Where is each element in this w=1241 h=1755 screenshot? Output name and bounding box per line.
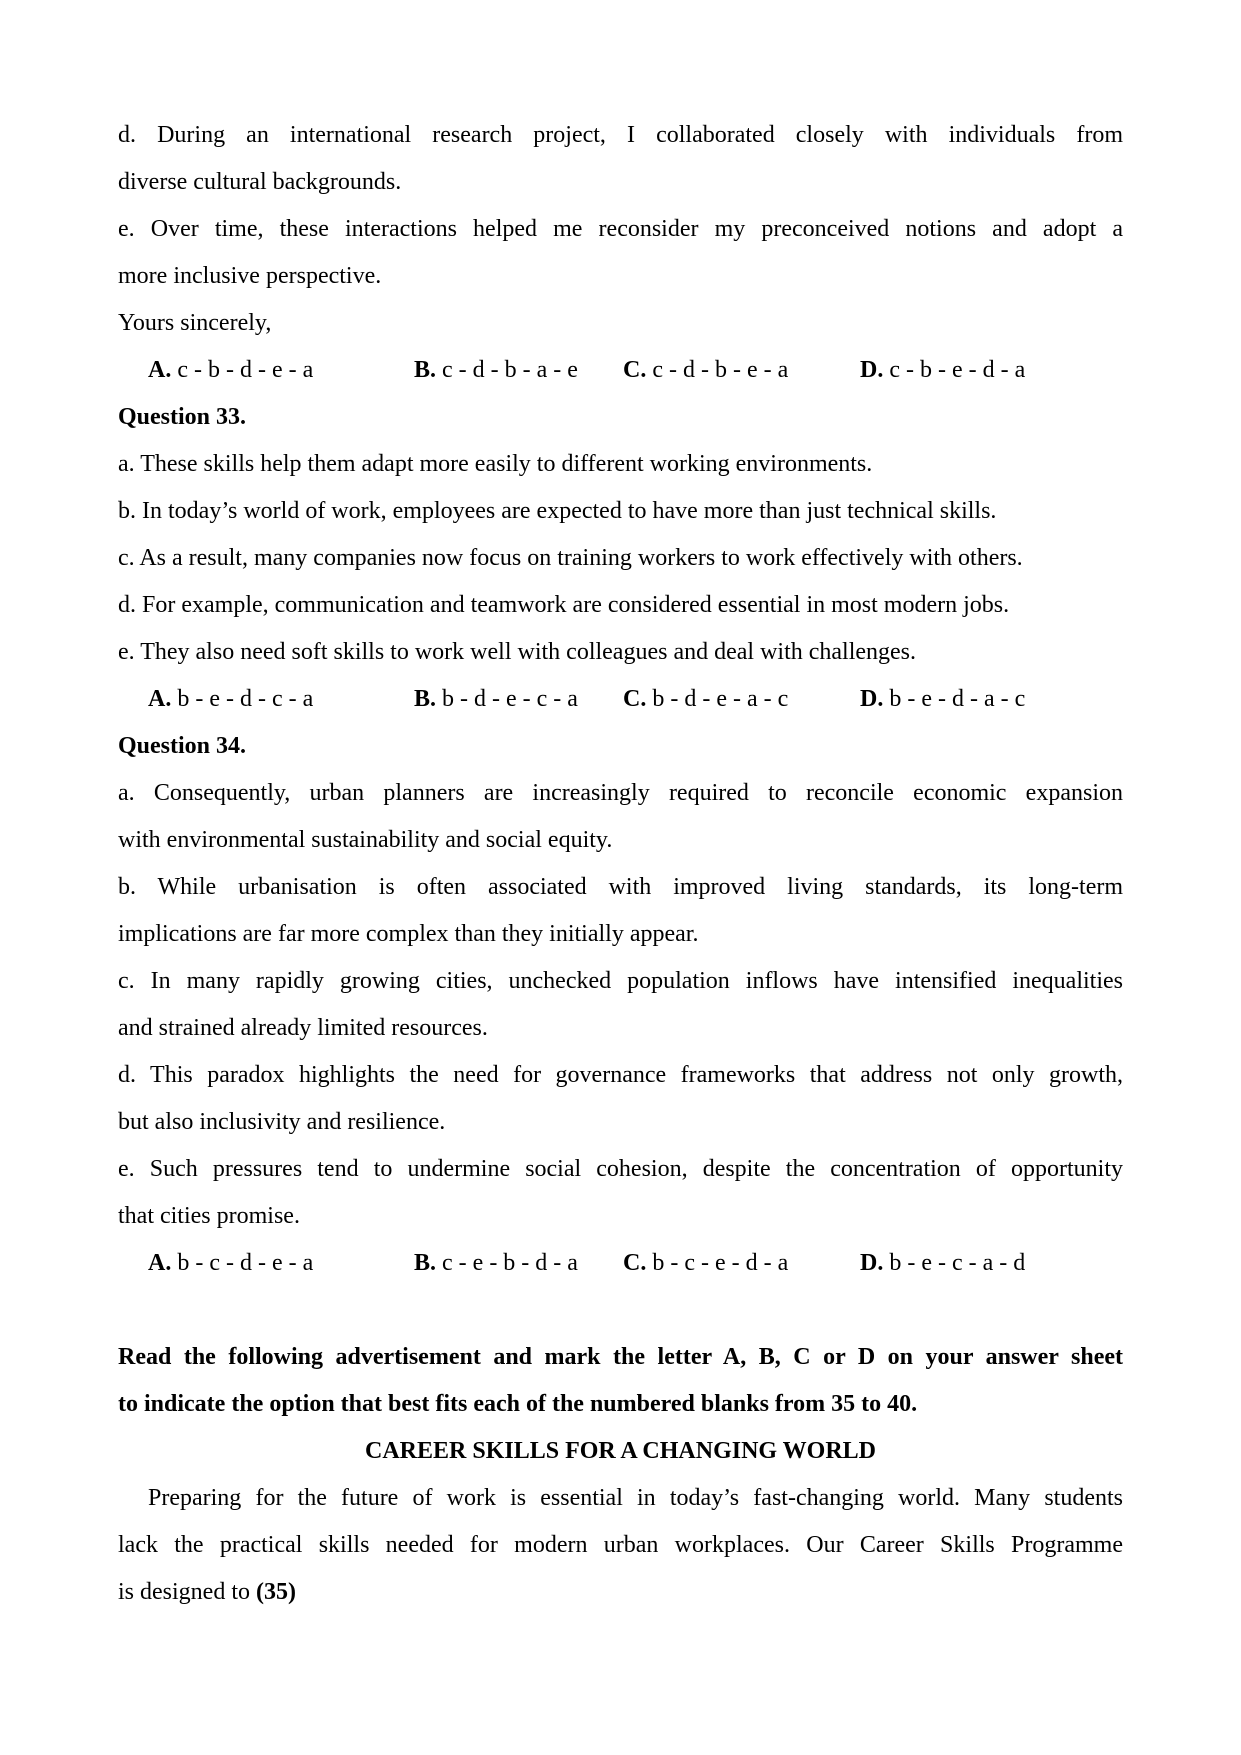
option-letter: B. <box>414 1250 437 1276</box>
q33-sentence-e: e. They also need soft skills to work well with colleagues and deal with challenges. <box>118 639 917 665</box>
q33-option-c[interactable] <box>623 676 788 723</box>
option-text: b - d - e - c - a <box>436 686 578 712</box>
option-letter: A. <box>148 357 172 383</box>
reading-instruction-line1: Read the following advertisement and mark the letter A, B, C or D on your answer sheet <box>118 1344 1123 1370</box>
option-letter: A. <box>148 1250 172 1276</box>
option-text: b - c - e - d - a <box>646 1250 789 1276</box>
option-letter: B. <box>414 357 437 383</box>
reading-instruction-line2: to indicate the option that best fits each of the numbered blanks from 35 to 40. <box>118 1391 918 1417</box>
q32-option-a[interactable] <box>148 347 313 394</box>
option-letter: D. <box>860 357 884 383</box>
q34-sentence-c-line2: and strained already limited resources. <box>118 1015 488 1041</box>
q32-sentence-d-line2: diverse cultural backgrounds. <box>118 169 402 195</box>
q33-option-a[interactable] <box>148 676 313 723</box>
q32-option-b[interactable] <box>414 347 578 394</box>
section-spacer <box>118 1287 1123 1334</box>
advertisement-title: CAREER SKILLS FOR A CHANGING WORLD <box>365 1438 876 1464</box>
q34-options <box>118 1240 1123 1287</box>
q34-sentence-d-line2: but also inclusivity and resilience. <box>118 1109 446 1135</box>
paragraph-text: is designed to <box>118 1579 256 1605</box>
exam-page <box>118 112 1123 1616</box>
q34-option-d[interactable] <box>860 1240 1025 1287</box>
q32-sentence-d-line1: d. During an international research project, I collaborated closely with individuals from <box>118 122 1123 148</box>
option-text: c - d - b - e - a <box>646 357 789 383</box>
q32-sentence-e-line2: more inclusive perspective. <box>118 263 382 289</box>
blank-35: (35) <box>256 1579 296 1605</box>
q33-sentence-b: b. In today’s world of work, employees are expected to have more than just technical skills. <box>118 498 997 524</box>
q33-options <box>118 676 1123 723</box>
q34-sentence-c-line1: c. In many rapidly growing cities, unchecked population inflows have intensified inequalities <box>118 968 1123 994</box>
option-letter: B. <box>414 686 437 712</box>
q32-option-d[interactable] <box>860 347 1025 394</box>
q33-sentence-d: d. For example, communication and teamwork are considered essential in most modern jobs. <box>118 592 1010 618</box>
q32-closing: Yours sincerely, <box>118 310 272 336</box>
option-text: b - d - e - a - c <box>646 686 789 712</box>
q34-sentence-a-line1: a. Consequently, urban planners are increasingly required to reconcile economic expansion <box>118 780 1123 806</box>
advertisement-paragraph-line3 <box>118 1569 1123 1616</box>
option-letter: A. <box>148 686 172 712</box>
q33-option-d[interactable] <box>860 676 1025 723</box>
q32-sentence-e-line1: e. Over time, these interactions helped me reconsider my preconceived notions and adopt a <box>118 216 1123 242</box>
option-text: b - c - d - e - a <box>171 1250 314 1276</box>
q34-option-b[interactable] <box>414 1240 578 1287</box>
option-letter: C. <box>623 357 647 383</box>
option-text: b - e - d - a - c <box>883 686 1026 712</box>
q34-title: Question 34. <box>118 733 247 759</box>
q33-sentence-c: c. As a result, many companies now focus on training workers to work effectively with others. <box>118 545 1023 571</box>
advertisement-paragraph-line2: lack the practical skills needed for modern urban workplaces. Our Career Skills Programme <box>118 1532 1123 1558</box>
q32-option-c[interactable] <box>623 347 788 394</box>
option-text: c - e - b - d - a <box>436 1250 578 1276</box>
option-letter: C. <box>623 1250 647 1276</box>
q34-sentence-d-line1: d. This paradox highlights the need for governance frameworks that address not only growth, <box>118 1062 1123 1088</box>
q34-option-c[interactable] <box>623 1240 788 1287</box>
option-letter: C. <box>623 686 647 712</box>
q34-sentence-e-line1: e. Such pressures tend to undermine social cohesion, despite the concentration of opportunity <box>118 1156 1123 1182</box>
q34-option-a[interactable] <box>148 1240 313 1287</box>
q32-options <box>118 347 1123 394</box>
option-letter: D. <box>860 686 884 712</box>
q34-sentence-e-line2: that cities promise. <box>118 1203 300 1229</box>
advertisement-paragraph-line1: Preparing for the future of work is essential in today’s fast-changing world. Many students <box>148 1485 1123 1511</box>
option-text: b - e - d - c - a <box>171 686 314 712</box>
q33-option-b[interactable] <box>414 676 578 723</box>
q33-sentence-a: a. These skills help them adapt more easily to different working environments. <box>118 451 873 477</box>
option-text: b - e - c - a - d <box>883 1250 1026 1276</box>
option-text: c - d - b - a - e <box>436 357 578 383</box>
q34-sentence-b-line2: implications are far more complex than they initially appear. <box>118 921 699 947</box>
q34-sentence-b-line1: b. While urbanisation is often associated with improved living standards, its long-term <box>118 874 1123 900</box>
q34-sentence-a-line2: with environmental sustainability and social equity. <box>118 827 613 853</box>
option-text: c - b - d - e - a <box>171 357 314 383</box>
option-text: c - b - e - d - a <box>883 357 1026 383</box>
q33-title: Question 33. <box>118 404 247 430</box>
option-letter: D. <box>860 1250 884 1276</box>
